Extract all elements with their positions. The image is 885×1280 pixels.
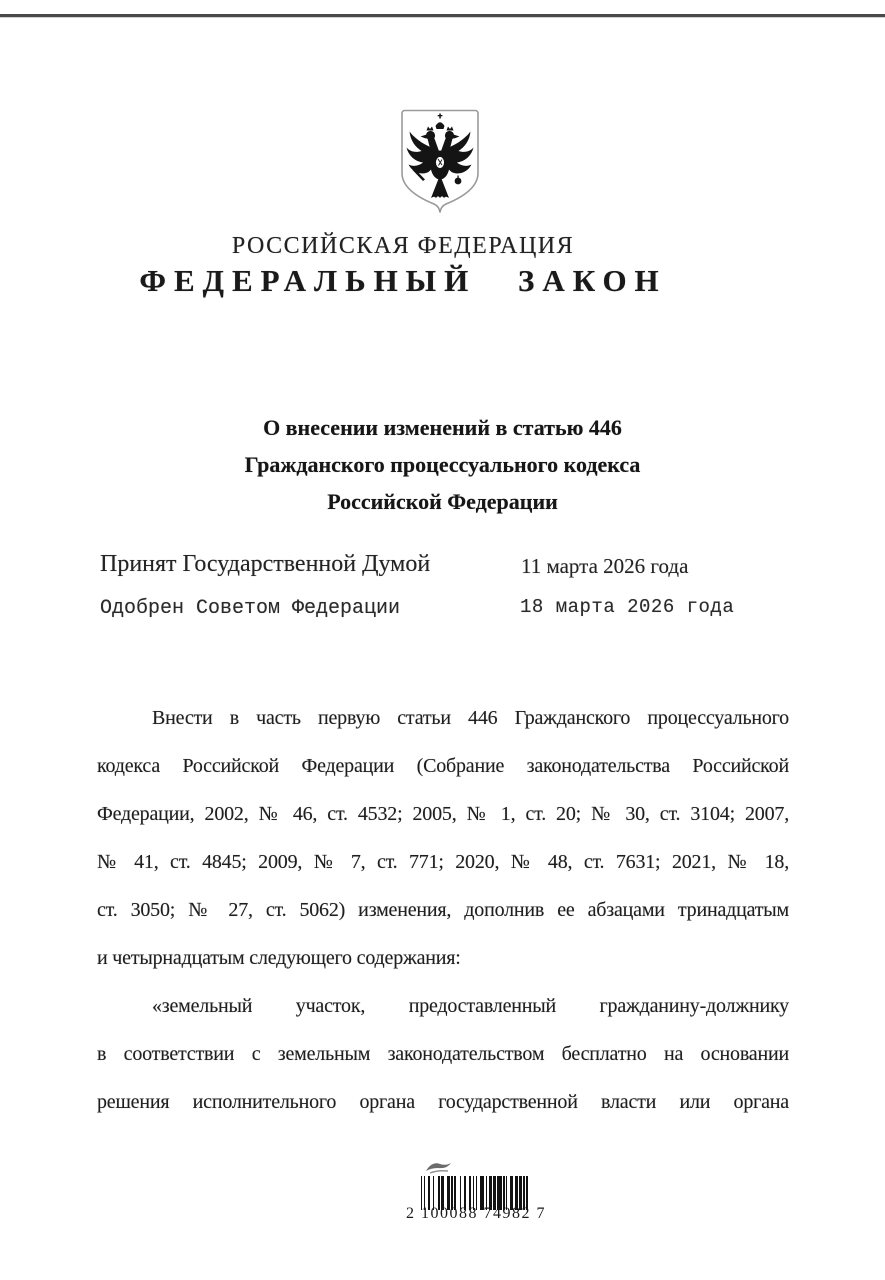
body-line: № 41, ст. 4845; 2009, № 7, ст. 771; 2020, № 48, ст. 7631; 2021, № 18, <box>97 851 789 873</box>
body-text <box>97 694 789 1126</box>
law-title-line: Гражданского процессуального кодекса <box>244 452 641 477</box>
scan-edge-line <box>0 14 885 17</box>
country-heading: РОССИЙСКАЯ ФЕДЕРАЦИЯ <box>231 233 575 259</box>
approved-by-council-label: Одобрен Советом Федерации <box>100 597 401 620</box>
adopted-by-duma-date: 11 марта 2026 года <box>521 554 689 578</box>
law-title <box>0 409 885 520</box>
document-type-heading: ФЕДЕРАЛЬНЫЙ ЗАКОН <box>139 263 667 298</box>
approved-by-council-date: 18 марта 2026 года <box>520 596 735 618</box>
russian-coat-of-arms-icon <box>396 109 484 217</box>
body-line: «земельный участок, предоставленный гражданину-должнику <box>152 995 789 1017</box>
law-title-line: О внесении изменений в статью 446 <box>263 415 622 440</box>
body-line: Внести в часть первую статьи 446 Гражданского процессуального <box>152 707 789 729</box>
law-title-line: Российской Федерации <box>327 489 558 514</box>
body-line: Федерации, 2002, № 46, ст. 4532; 2005, № 1, ст. 20; № 30, ст. 3104; 2007, <box>97 803 789 825</box>
barcode-digits: 2 100088 74982 7 <box>406 1205 546 1222</box>
ink-smudge-artifact <box>420 1159 458 1176</box>
body-line: в соответствии с земельным законодательством бесплатно на основании <box>97 1043 789 1065</box>
adopted-by-duma-label: Принят Государственной Думой <box>100 551 431 577</box>
body-line: кодекса Российской Федерации (Собрание законодательства Российской <box>97 755 789 777</box>
body-line: и четырнадцатым следующего содержания: <box>97 947 461 969</box>
body-line: решения исполнительного органа государственной власти или органа <box>97 1091 789 1113</box>
body-line: ст. 3050; № 27, ст. 5062) изменения, дополнив ее абзацами тринадцатым <box>97 899 789 921</box>
